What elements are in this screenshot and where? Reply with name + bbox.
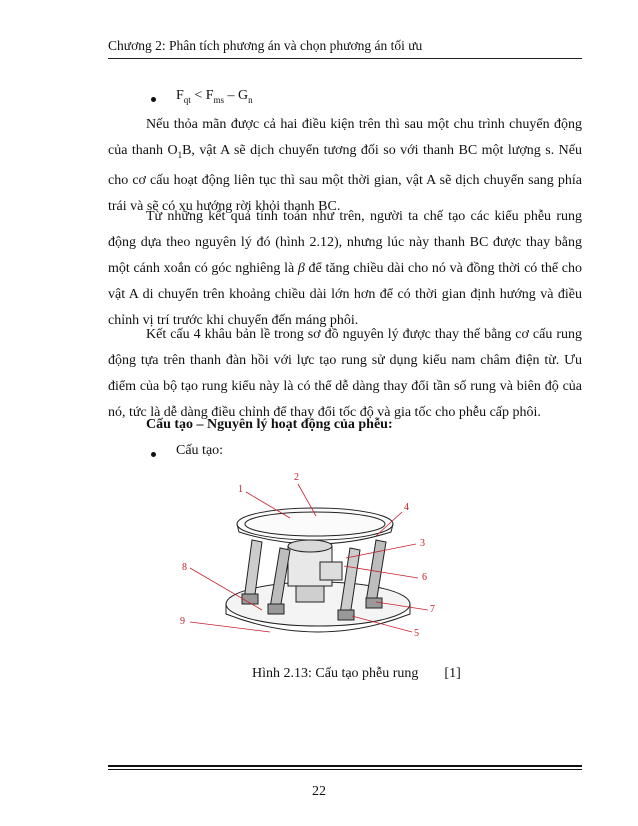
bullet-dot-2: [151, 452, 156, 457]
figure-label-4: 4: [404, 502, 409, 513]
figure-label-6: 6: [422, 572, 427, 583]
paragraph-2: [108, 204, 582, 334]
figure-label-3: 3: [420, 538, 425, 549]
footer-rule-thin: [108, 769, 582, 770]
formula-minus: – G: [224, 88, 249, 103]
figure-label-5: 5: [414, 628, 419, 639]
section-heading: Cấu tạo – Nguyên lý hoạt động của phễu:: [146, 417, 393, 432]
paragraph-1-sub: 1: [177, 149, 183, 160]
figure-label-1: 1: [238, 484, 243, 495]
caption-reference: [1]: [444, 666, 461, 681]
figure-label-8: 8: [182, 562, 187, 573]
formula-sub-qt: qt: [183, 94, 191, 105]
header-rule: [108, 58, 582, 59]
figure-caption: [252, 666, 461, 682]
formula-lt: < F: [190, 88, 214, 103]
formula-sub-ms: ms: [213, 94, 225, 105]
bullet-dot: [151, 97, 156, 102]
formula-f1: F: [176, 88, 184, 103]
page-header: Chương 2: Phân tích phương án và chọn phương án tối ưu: [108, 38, 423, 53]
caption-text: Hình 2.13: Cấu tạo phễu rung: [252, 666, 419, 681]
paragraph-3: Kết cấu 4 khâu bản lề trong sơ đồ nguyên lý được thay thế bằng cơ cấu rung động tựa trên thanh đàn hồi với lực tạo rung sử dụng kiểu nam châm điện từ. Ưu điểm của bộ tạo rung kiểu này là có thể dễ dàng thay đổi tần số rung và biên độ của nó, tức là dễ dàng điều chỉnh để thay đổi tốc độ và gia tốc cho phễu cấp phôi.: [108, 327, 582, 420]
formula-line: [176, 88, 253, 105]
beta-symbol: β: [297, 261, 305, 276]
figure-label-7: 7: [430, 604, 435, 615]
footer-rule-thick: [108, 765, 582, 767]
formula-sub-n: n: [248, 94, 253, 105]
paragraph-1-a: Nếu thỏa mãn được cả hai điều kiện trên thì sau một chu trình chuyển động của thanh O: [108, 117, 582, 158]
paragraph-1-b: B, vật A sẽ dịch chuyển tương đối so với thanh BC một lượng s. Nếu cho cơ cấu hoạt động liên tục thì sau một thời gian, vật A sẽ dịch chuyển sang phía trái và sẽ có xu hướng rời khỏi thanh BC.: [108, 143, 582, 214]
paragraph-2-a: Từ những kết quả tính toán như trên, người ta chế tạo các kiểu phễu rung động dựa theo nguyên lý đó (hình 2.12), nhưng lúc này thanh BC được thay bằng một cánh xoắn có góc nghiêng là: [108, 209, 582, 276]
figure-label-9: 9: [180, 616, 185, 627]
bullet-structure: Cấu tạo:: [176, 443, 224, 458]
figure-label-2: 2: [294, 472, 299, 483]
page-number: 22: [312, 784, 326, 799]
paragraph-2-b: để tăng chiều dài cho nó và đồng thời có thể cho vật A di chuyển trên khoảng chiều dài lớn hơn để có thời gian định hướng và điều chỉnh vị trí trước khi chuyển đến máng phôi.: [108, 261, 582, 328]
vibratory-bowl-figure: [170, 466, 470, 646]
